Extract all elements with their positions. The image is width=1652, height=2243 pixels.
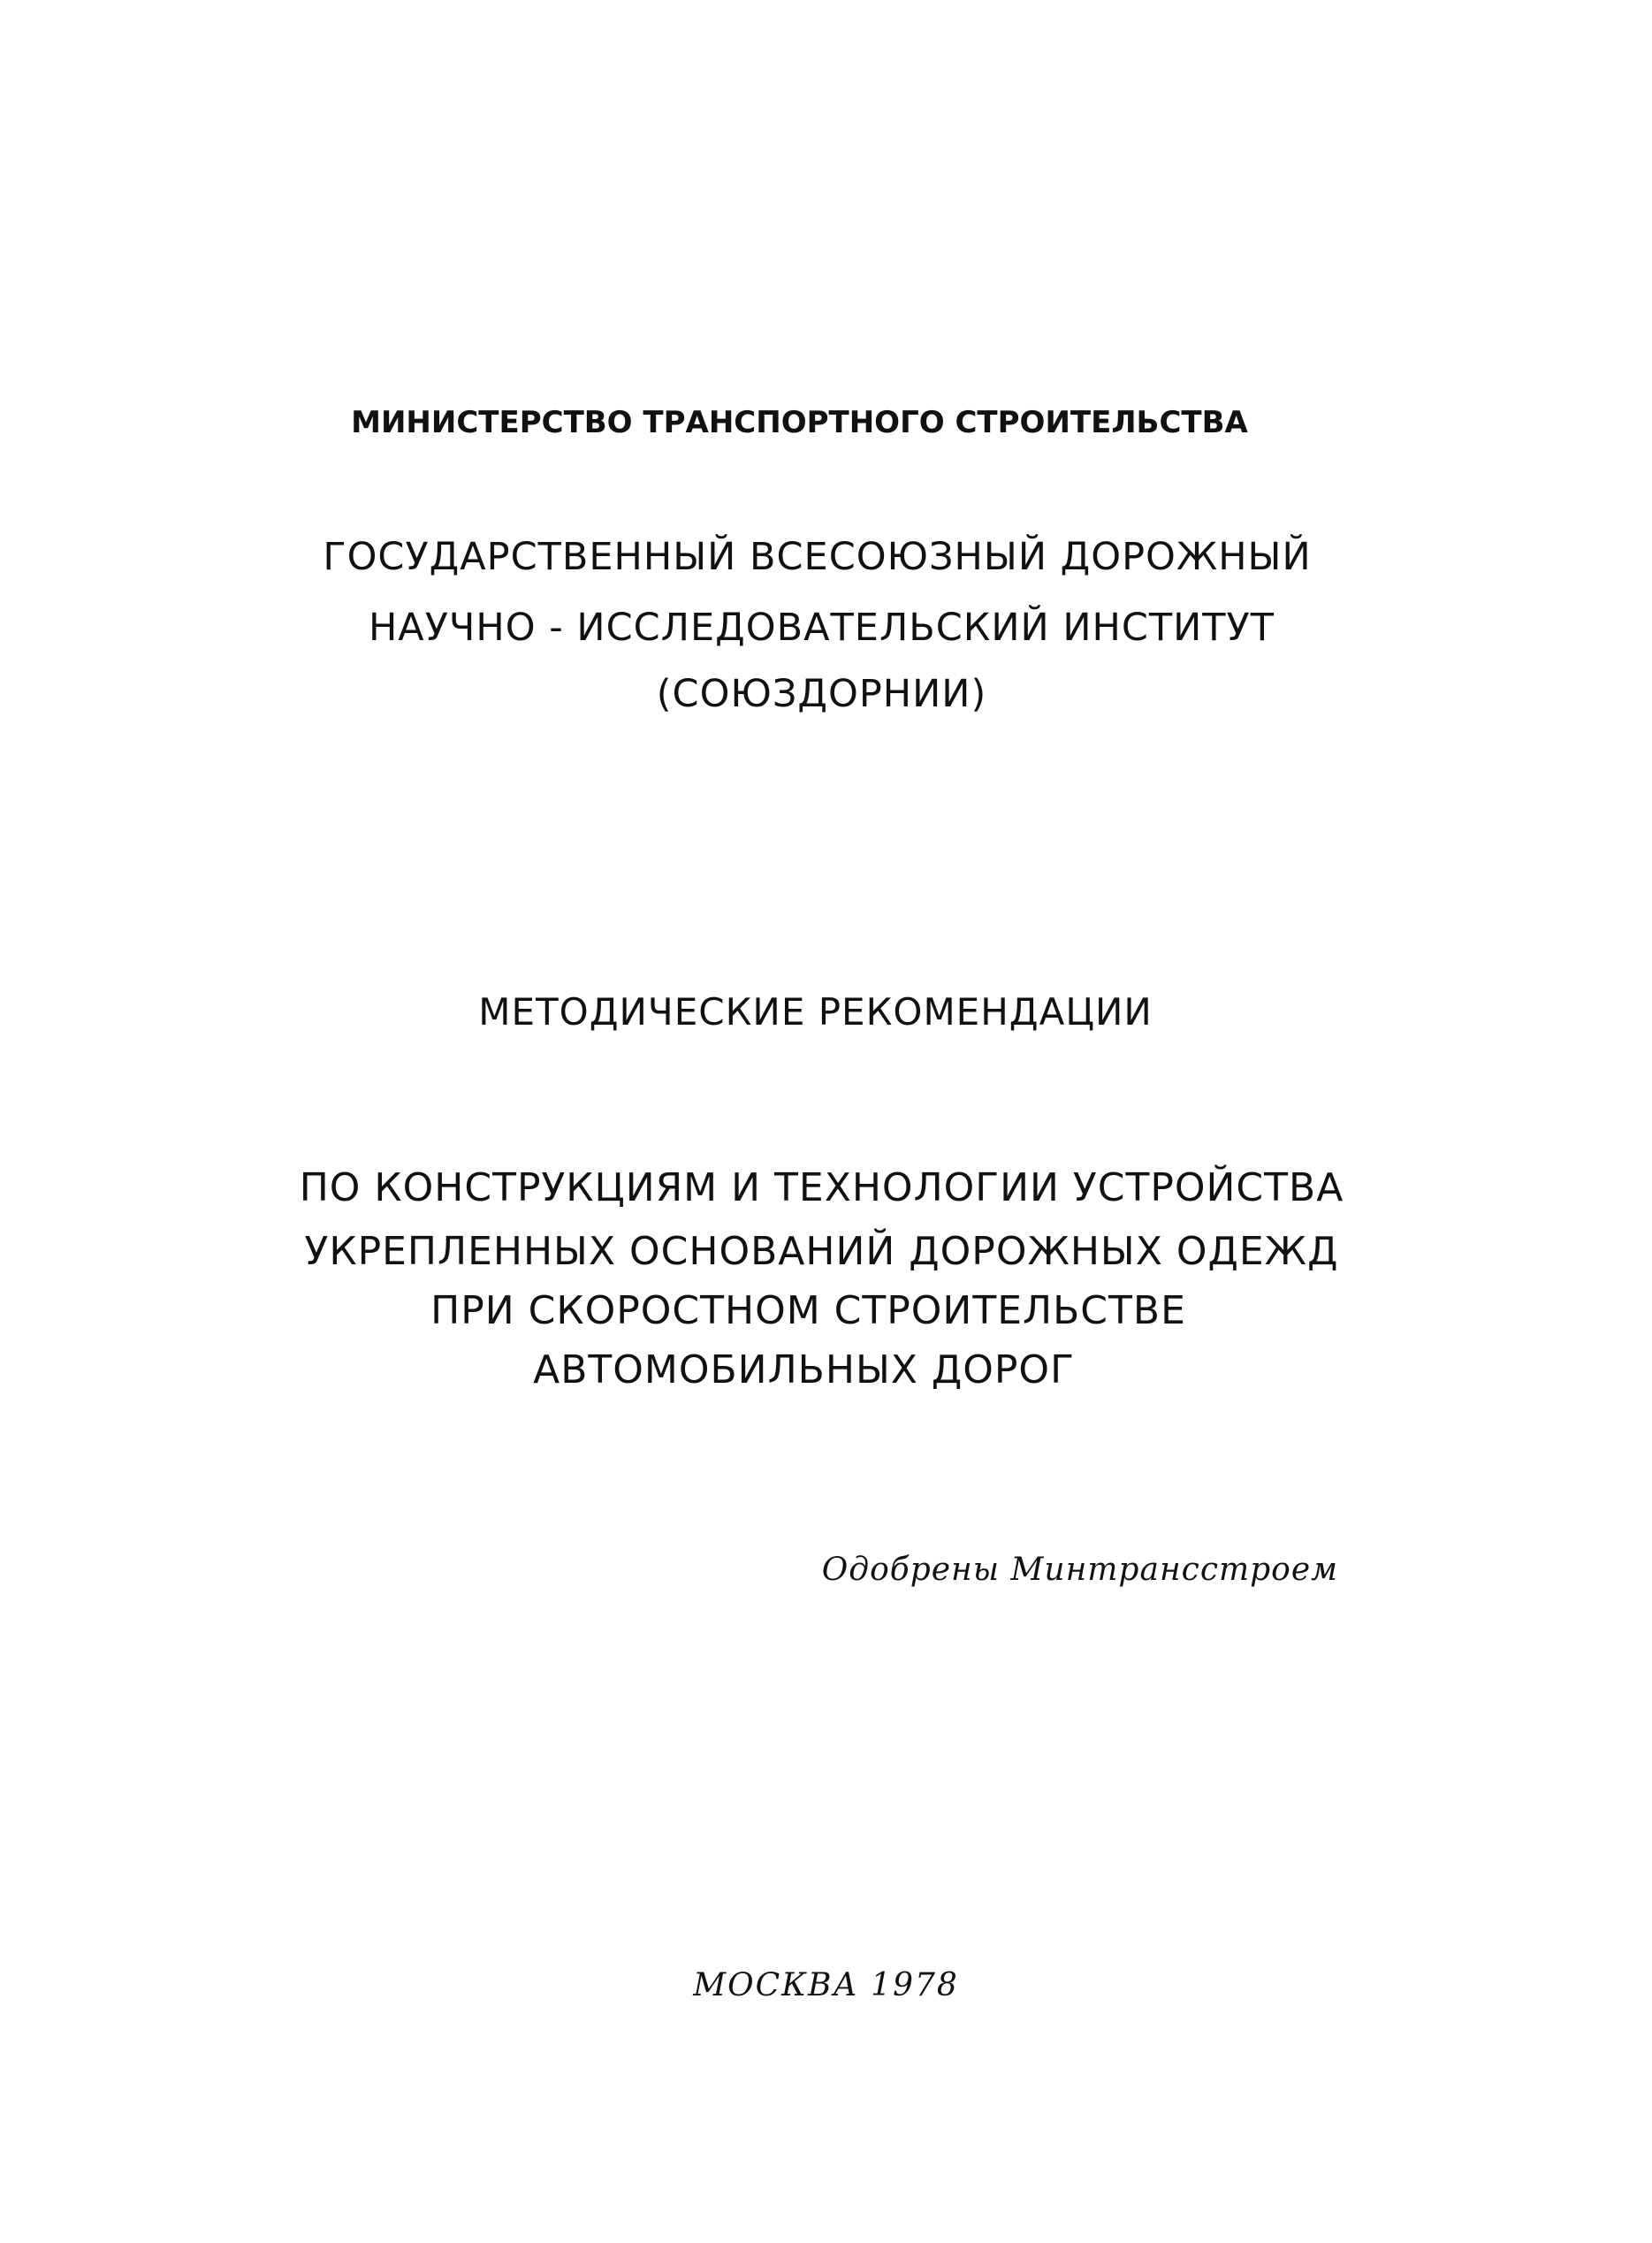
imprint-city-year: МОСКВА 1978	[693, 1967, 959, 2003]
approval-note: Одобрены Минтрансстроем	[821, 1552, 1338, 1588]
institute-abbreviation: (СОЮЗДОРНИИ)	[656, 672, 987, 716]
document-title-line-4: АВТОМОБИЛЬНЫХ ДОРОГ	[533, 1347, 1075, 1392]
ministry-name: МИНИСТЕРСТВО ТРАНСПОРТНОГО СТРОИТЕЛЬСТВА	[351, 405, 1248, 440]
document-title-line-3: ПРИ СКОРОСТНОМ СТРОИТЕЛЬСТВЕ	[430, 1288, 1186, 1333]
institute-name-line-1: ГОСУДАРСТВЕННЫЙ ВСЕСОЮЗНЫЙ ДОРОЖНЫЙ	[323, 535, 1312, 579]
institute-name-line-2: НАУЧНО - ИССЛЕДОВАТЕЛЬСКИЙ ИНСТИТУТ	[368, 606, 1275, 650]
document-title-line-1: ПО КОНСТРУКЦИЯМ И ТЕХНОЛОГИИ УСТРОЙСТВА	[299, 1165, 1344, 1210]
document-title-line-2: УКРЕПЛЕННЫХ ОСНОВАНИЙ ДОРОЖНЫХ ОДЕЖД	[304, 1229, 1339, 1274]
document-type: МЕТОДИЧЕСКИЕ РЕКОМЕНДАЦИИ	[478, 990, 1153, 1034]
